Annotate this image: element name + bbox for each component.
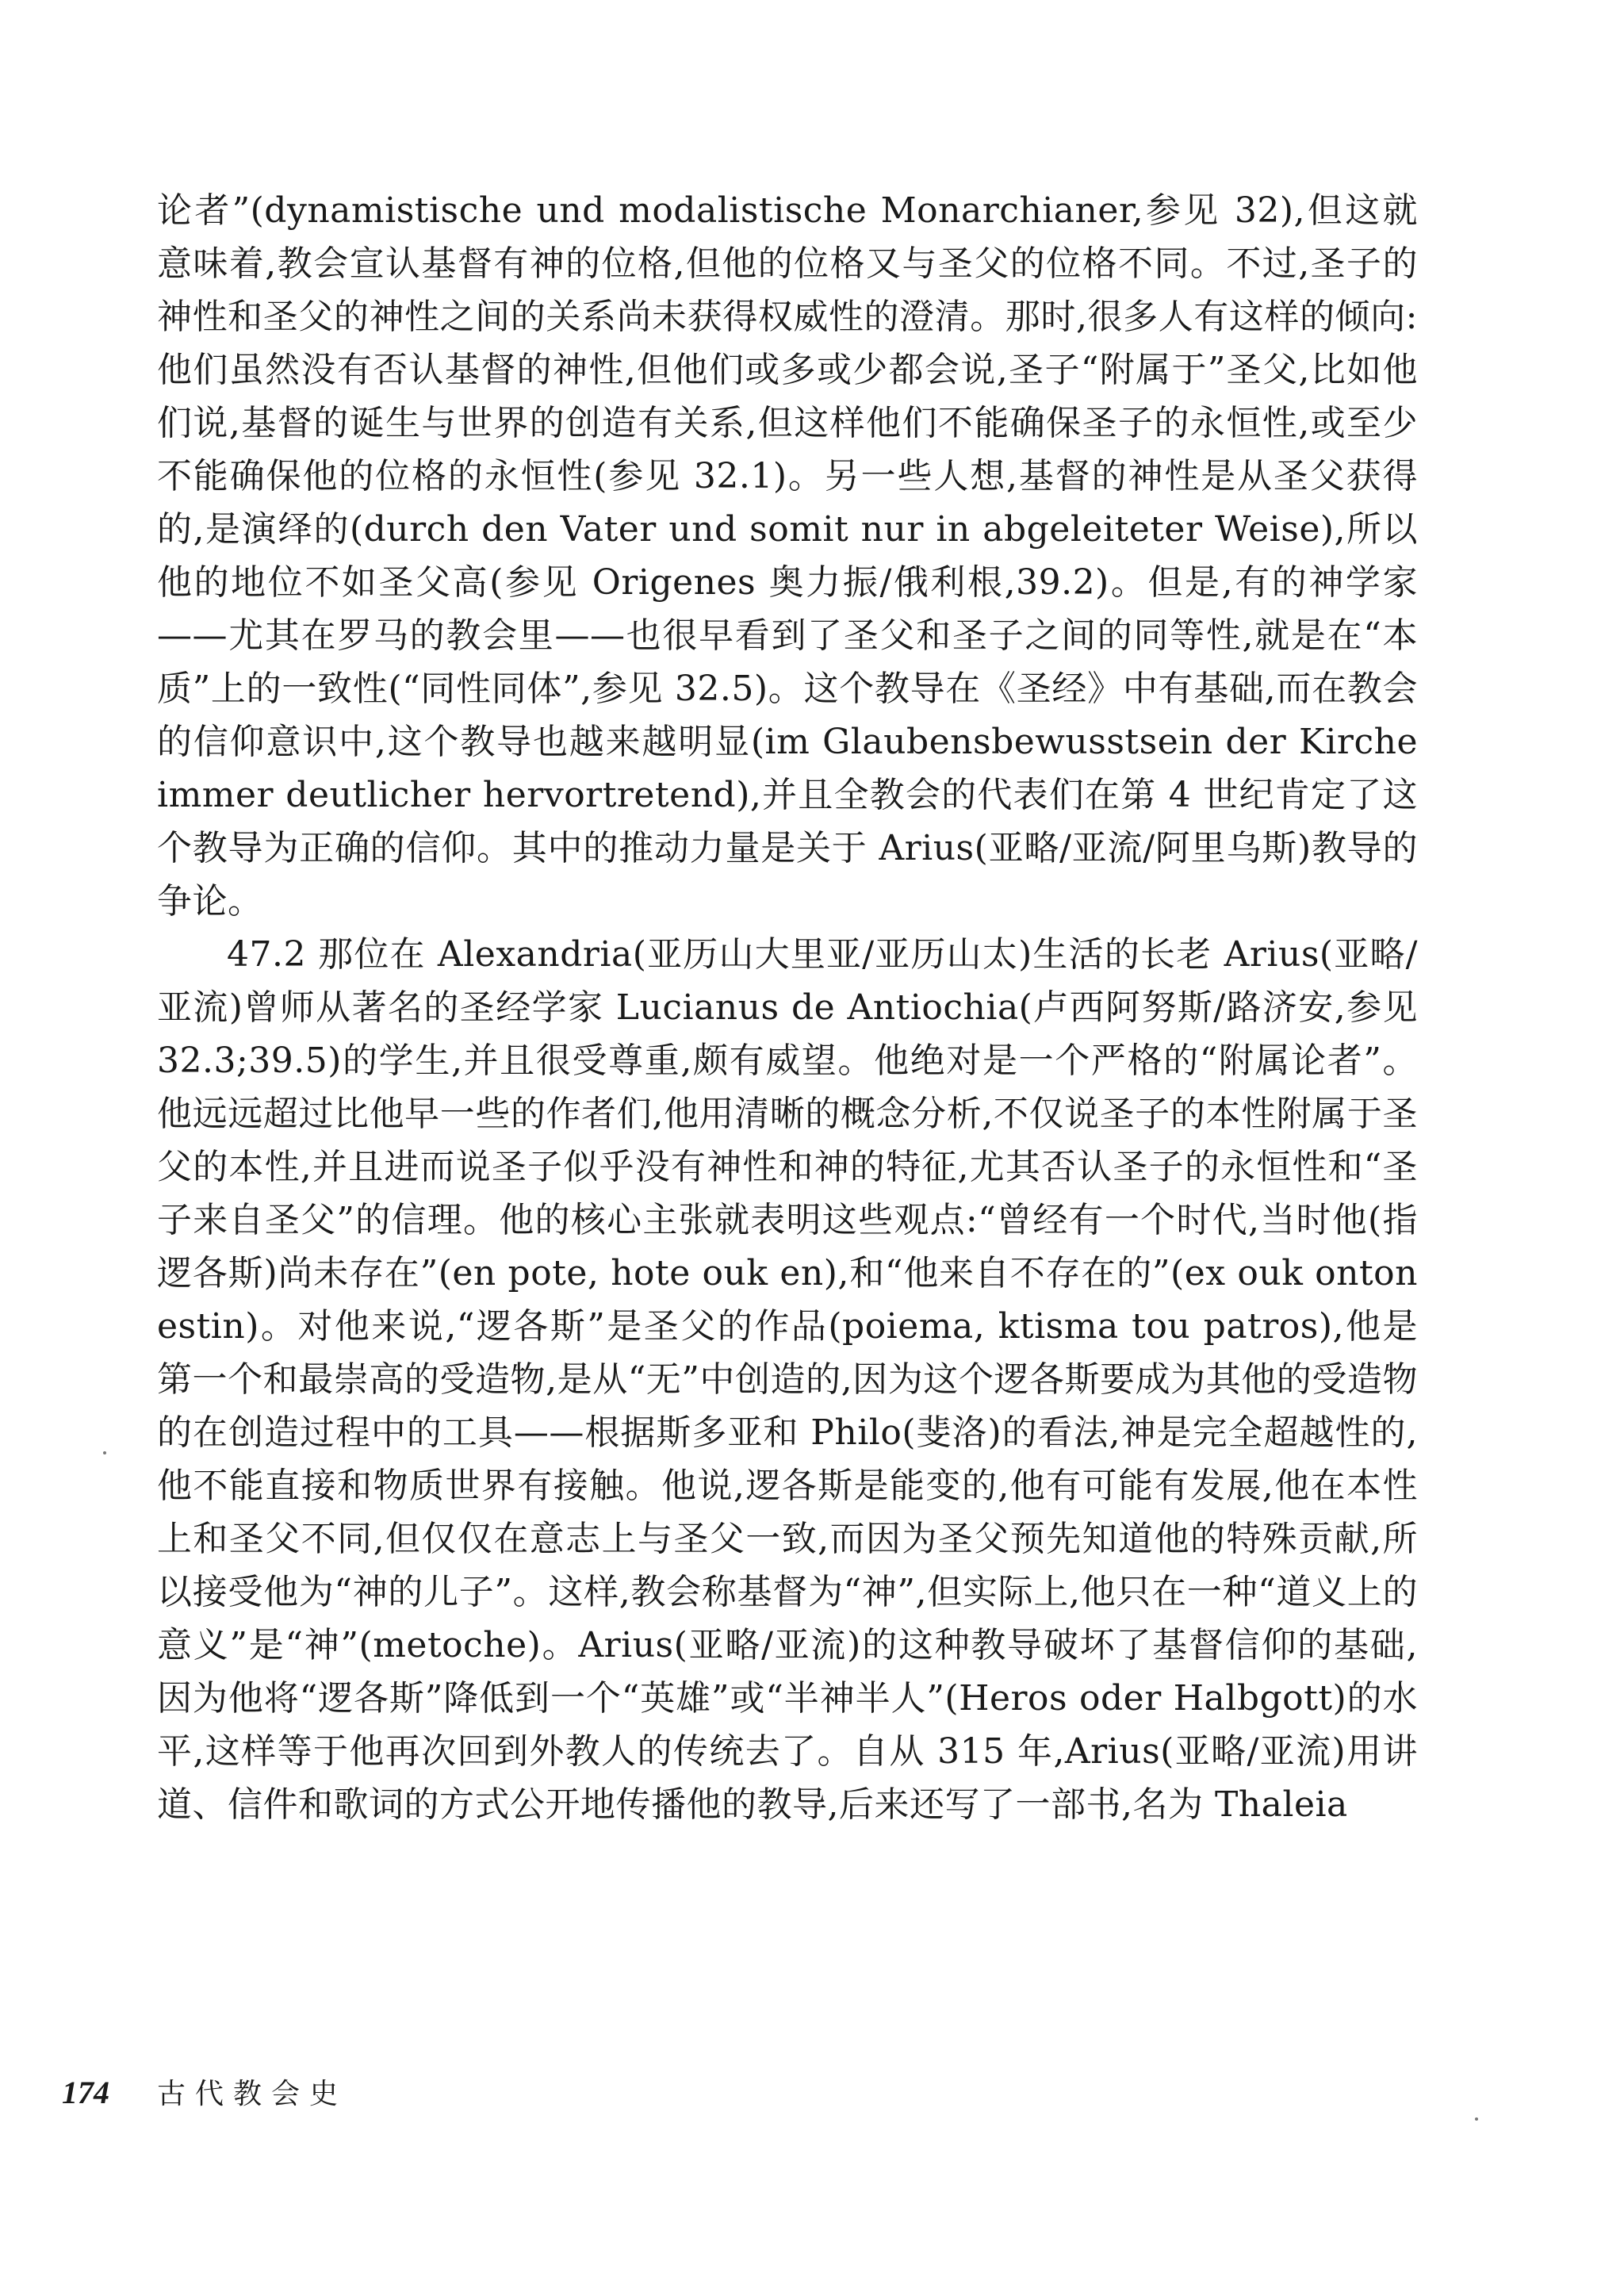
running-title: 古代教会史 [157,2078,348,2110]
scan-speck [1475,2117,1478,2121]
page-number: 174 [62,2075,109,2110]
paragraph-2: 47.2 那位在 Alexandria(亚历山大里亚/亚历山太)生活的长老 Arius(亚略/亚流)曾师从著名的圣经学家 Lucianus de Antiochia(卢西阿努斯/路济安,参见 32.3;39.5)的学生,并且很受尊重,颇有威望。他绝对是一个严格的“附属论者”。他远远超过比他早一些的作者们,他用清晰的概念分析,不仅说圣子的本性附属于圣父的本性,并且进而说圣子似乎没有神性和神的特征,尤其否认圣子的永恒性和“圣子来自圣父”的信理。他的核心主张就表明这些观点:“曾经有一个时代,当时他(指逻各斯)尚未存在”(en pote, hote ouk en),和“他来自不存在的”(ex ouk onton estin)。对他来说,“逻各斯”是圣父的作品(poiema, ktisma tou patros),他是第一个和最崇高的受造物,是从“无”中创造的,因为这个逻各斯要成为其他的受造物的在创造过程中的工具——根据斯多亚和 Philo(斐洛)的看法,神是完全超越性的,他不能直接和物质世界有接触。他说,逻各斯是能变的,他有可能有发展,他在本性上和圣父不同,但仅仅在意志上与圣父一致,而因为圣父预先知道他的特殊贡献,所以接受他为“神的儿子”。这样,教会称基督为“神”,但实际上,他只在一种“道义上的意义”是“神”(metoche)。Arius(亚略/亚流)的这种教导破坏了基督信仰的基础,因为他将“逻各斯”降低到一个“英雄”或“半神半人”(Heros oder Halbgott)的水平,这样等于他再次回到外教人的传统去了。自从 315 年,Arius(亚略/亚流)用讲道、信件和歌词的方式公开地传播他的教导,后来还写了一部书,名为 Thaleia [157,934,1418,1825]
page-footer [62,2071,347,2112]
paragraph-1: 论者”(dynamistische und modalistische Monarchianer,参见 32),但这就意味着,教会宣认基督有神的位格,但他的位格又与圣父的位格不同。不过,圣子的神性和圣父的神性之间的关系尚未获得权威性的澄清。那时,很多人有这样的倾向:他们虽然没有否认基督的神性,但他们或多或少都会说,圣子“附属于”圣父,比如他们说,基督的诞生与世界的创造有关系,但这样他们不能确保圣子的永恒性,或至少不能确保他的位格的永恒性(参见 32.1)。另一些人想,基督的神性是从圣父获得的,是演绎的(durch den Vater und somit nur in abgeleiteter Weise),所以他的地位不如圣父高(参见 Origenes 奥力振/俄利根,39.2)。但是,有的神学家——尤其在罗马的教会里——也很早看到了圣父和圣子之间的同等性,就是在“本质”上的一致性(“同性同体”,参见 32.5)。这个教导在《圣经》中有基础,而在教会的信仰意识中,这个教导也越来越明显(im Glaubensbewusstsein der Kirche immer deutlicher hervortretend),并且全教会的代表们在第 4 世纪肯定了这个教导为正确的信仰。其中的推动力量是关于 Arius(亚略/亚流/阿里乌斯)教导的争论。 [157,190,1418,922]
scan-speck [103,1451,106,1454]
page-body [157,184,1418,1831]
